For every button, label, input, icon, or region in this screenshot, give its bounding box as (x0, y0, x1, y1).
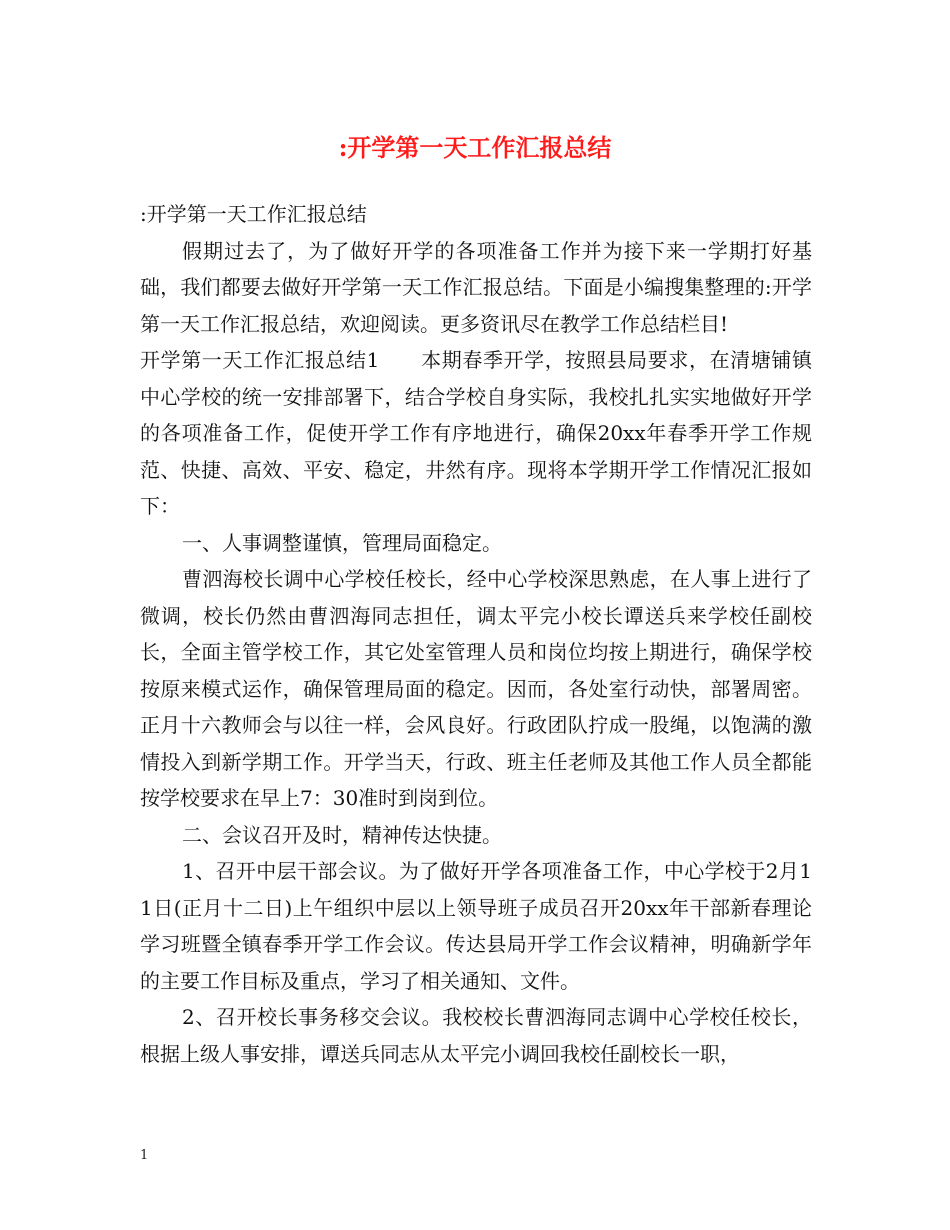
paragraph-section-1-heading: 一、人事调整谨慎，管理局面稳定。 (182, 530, 502, 555)
paragraph-item-1: 1、召开中层干部会议。为了做好开学各项准备工作，中心学校于2月11日(正月十二日)上午组织中层以上领导班子成员召开20xx年干部新春理论学习班暨全镇春季开学工作会议。传达县局开学工作会议精神，明确新学年的主要工作目标及重点，学习了相关通知、文件。 (140, 859, 812, 993)
paragraph-section-1-body: 曹泗海校长调中心学校任校长，经中心学校深思熟虑，在人事上进行了微调，校长仍然由曹泗海同志担任，调太平完小校长谭送兵来学校任副校长，全面主管学校工作，其它处室管理人员和岗位均按上期进行，确保学校按原来模式运作，确保管理局面的稳定。因而，各处室行动快，部署周密。正月十六教师会与以往一样，会风良好。行政团队拧成一股绳，以饱满的激情投入到新学期工作。开学当天，行政、班主任老师及其他工作人员全都能按学校要求在早上7：30准时到岗到位。 (140, 567, 812, 810)
paragraph-intro: 假期过去了，为了做好开学的各项准备工作并为接下来一学期打好基础，我们都要去做好开学第一天工作汇报总结。下面是小编搜集整理的:开学第一天工作汇报总结，欢迎阅读。更多资讯尽在教学工作总结栏目! (140, 238, 812, 336)
document-title: :开学第一天工作汇报总结 (338, 133, 612, 162)
paragraph-item-2: 2、召开校长事务移交会议。我校校长曹泗海同志调中心学校任校长，根据上级人事安排，谭送兵同志从太平完小调回我校任副校长一职， (140, 1005, 812, 1066)
paragraph-subtitle: :开学第一天工作汇报总结 (140, 202, 367, 226)
paragraph-report-1: 开学第一天工作汇报总结1 本期春季开学，按照县局要求，在清塘铺镇中心学校的统一安排部署下，结合学校自身实际，我校扎扎实实地做好开学的各项准备工作，促使开学工作有序地进行，确保20xx年春季开学工作规范、快捷、高效、平安、稳定，井然有序。现将本学期开学工作情况汇报如下： (140, 348, 812, 518)
document-body (140, 196, 812, 1072)
paragraph-section-2-heading: 二、会议召开及时，精神传达快捷。 (182, 822, 502, 847)
page-number: 1 (140, 1148, 149, 1163)
